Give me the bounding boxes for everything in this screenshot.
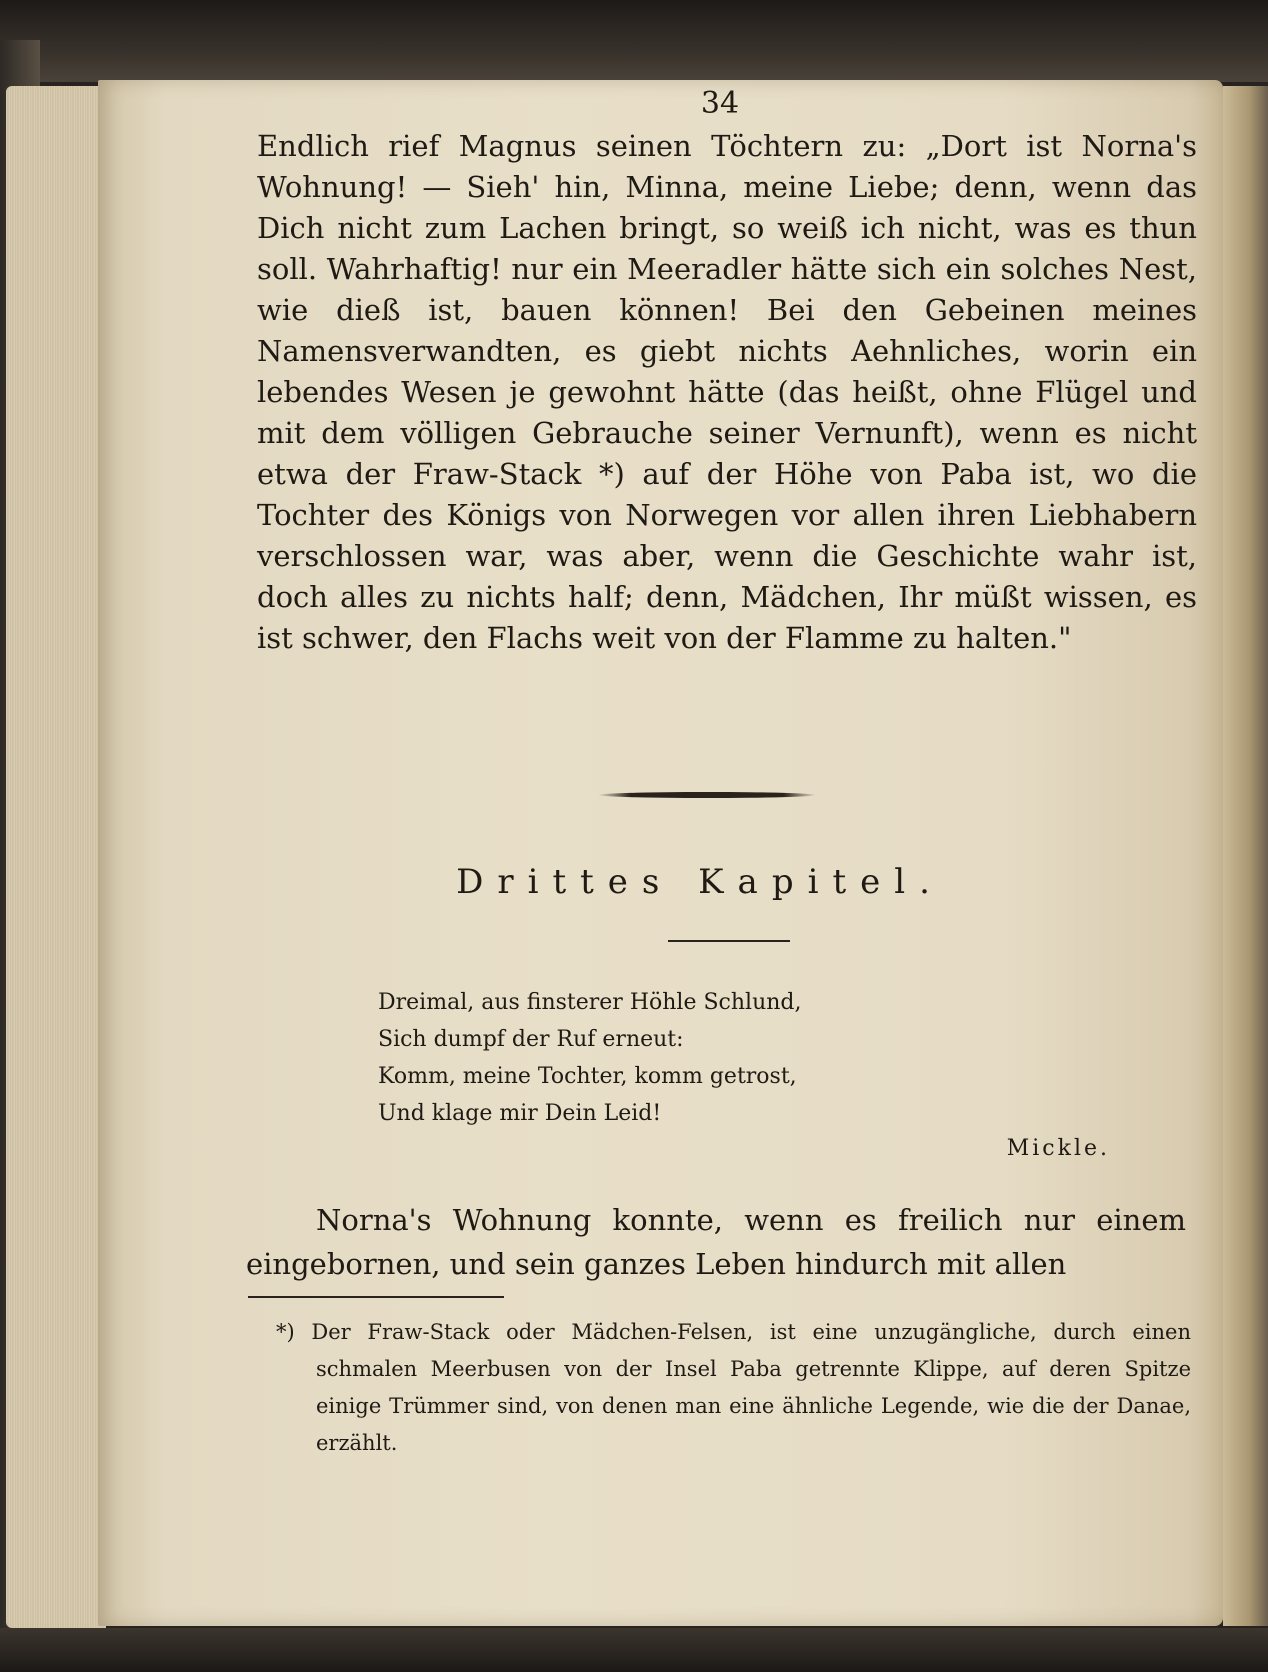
body-paragraph: Endlich rief Magnus seinen Töchtern zu: „Dort ist Norna's Wohnung! — Sieh' hin, Minna, meine Liebe; denn, wenn das Dich nicht zum Lachen bringt, so weiß ich nicht, was es thun soll. Wahrhaftig! nur ein Meeradler hätte sich ein solches Nest, wie dieß ist, bauen können! Bei den Gebeinen meines Namensverwandten, es giebt nichts Aehnliches, worin ein lebendes Wesen je gewohnt hätte (das heißt, ohne Flügel und mit dem völligen Gebrauche seiner Vernunft), wenn es nicht etwa der Fraw-Stack *) auf der Höhe von Paba ist, wo die Tochter des Königs von Norwegen vor allen ihren Liebhabern verschlossen war, was aber, wenn die Geschichte wahr ist, doch alles zu nichts half; denn, Mädchen, Ihr müßt wissen, es ist schwer, den Flachs weit von der Flamme zu halten." — [257, 129, 1197, 655]
chapter-heading: Drittes Kapitel. — [456, 862, 944, 902]
poem-line: Und klage mir Dein Leid! — [378, 1101, 662, 1126]
poem-line: Sich dumpf der Ruf erneut: — [378, 1027, 684, 1052]
book-cover-top — [0, 0, 1268, 82]
footnote-text: *) Der Fraw-Stack oder Mädchen-Felsen, ist eine unzugängliche, durch einen schmalen Meerbusen von der Insel Paba getrennte Klippe, auf deren Spitze einige Trümmer sind, von denen man eine ähnliche Legende, wie die der Danae, erzählt. — [276, 1320, 1191, 1455]
body-paragraph-continued: Norna's Wohnung konnte, wenn es freilich nur einem eingebornen, und sein ganzes Leben hindurch mit allen — [246, 1203, 1186, 1281]
heading-rule — [668, 940, 790, 942]
page-edges-left — [6, 86, 106, 1628]
footnote-rule — [248, 1296, 504, 1298]
poem-line: Dreimal, aus finsterer Höhle Schlund, — [378, 990, 802, 1015]
ornamental-divider — [598, 792, 816, 798]
footnote — [276, 1314, 1191, 1462]
book-cover-bottom — [0, 1628, 1268, 1672]
page-edge-right — [1223, 86, 1268, 1626]
epigraph-poem — [378, 984, 938, 1132]
page-number: 34 — [700, 86, 740, 121]
poem-line: Komm, meine Tochter, komm getrost, — [378, 1064, 797, 1089]
poem-attribution: Mickle. — [1006, 1136, 1110, 1161]
